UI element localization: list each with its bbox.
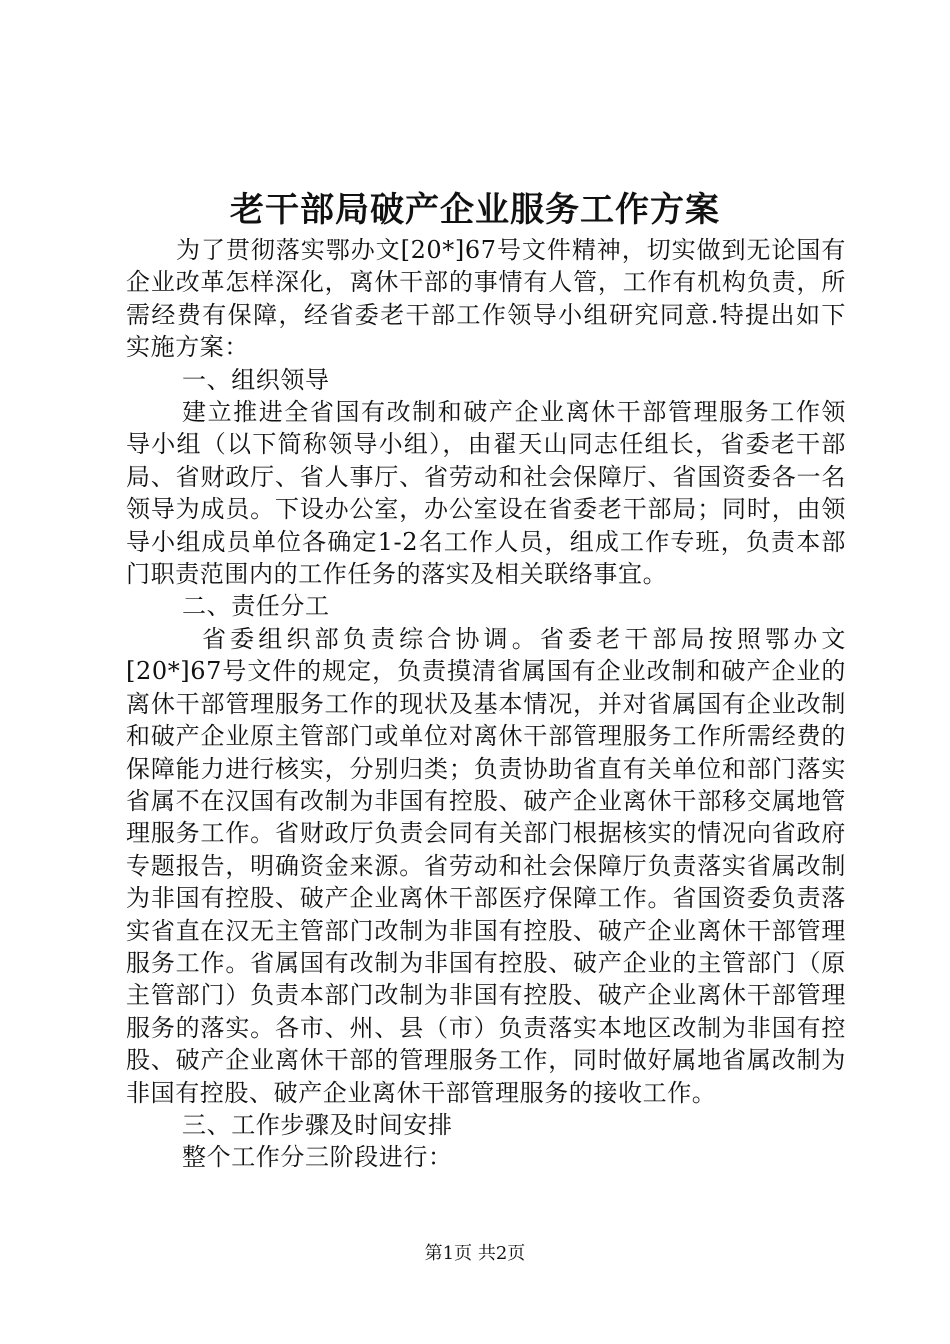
intro-paragraph: 为了贯彻落实鄂办文[20*]67号文件精神，切实做到无论国有企业改革怎样深化，离休干部的事情有人管，工作有机构负责，所需经费有保障，经省委老干部工作领导小组研究同意.特提出如下实施方案： (126, 236, 846, 362)
document-title: 老干部局破产企业服务工作方案 (230, 190, 720, 230)
organization-paragraph: 建立推进全省国有改制和破产企业离休干部管理服务工作领导小组（以下简称领导小组），由翟天山同志任组长，省委老干部局、省财政厅、省人事厅、省劳动和社会保障厅、省国资委各一名领导为成员。下设办公室，办公室设在省委老干部局；同时，由领导小组成员单位各确定1-2名工作人员，组成工作专班，负责本部门职责范围内的工作任务的落实及相关联络事宜。 (126, 398, 846, 589)
section-heading-schedule: 三、工作步骤及时间安排 (182, 1110, 453, 1139)
section-heading-organization: 一、组织领导 (182, 365, 330, 394)
document-body (126, 234, 846, 1174)
responsibilities-paragraph: 省委组织部负责综合协调。省委老干部局按照鄂办文[20*]67号文件的规定，负责摸清省属国有企业改制和破产企业的离休干部管理服务工作的现状及基本情况，并对省属国有企业改制和破产企业原主管部门或单位对离休干部管理服务工作所需经费的保障能力进行核实，分别归类；负责协助省直有关单位和部门落实省属不在汉国有改制为非国有控股、破产企业离休干部移交属地管理服务工作。省财政厅负责会同有关部门根据核实的情况向省政府专题报告，明确资金来源。省劳动和社会保障厅负责落实省属改制为非国有控股、破产企业离休干部医疗保障工作。省国资委负责落实省直在汉无主管部门改制为非国有控股、破产企业离休干部管理服务工作。省属国有改制为非国有控股、破产企业的主管部门（原主管部门）负责本部门改制为非国有控股、破产企业离休干部管理服务的落实。各市、州、县（市）负责落实本地区改制为非国有控股、破产企业离休干部的管理服务工作，同时做好属地省属改制为非国有控股、破产企业离休干部管理服务的接收工作。 (126, 624, 846, 1107)
section-heading-responsibilities: 二、责任分工 (182, 592, 330, 621)
page-indicator: 第1页 共2页 (424, 1243, 526, 1264)
schedule-paragraph: 整个工作分三阶段进行： (182, 1143, 453, 1172)
